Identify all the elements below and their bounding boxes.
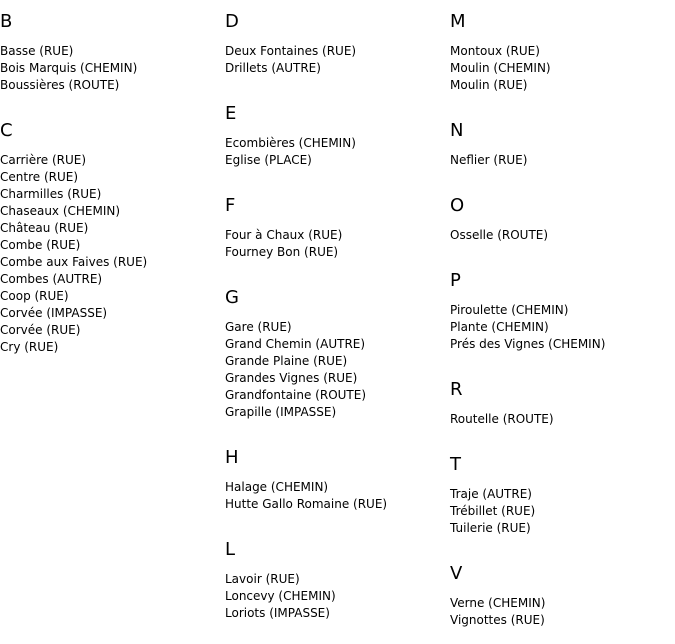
letter-heading: M	[450, 11, 466, 32]
street-list-item	[225, 244, 445, 261]
street-link[interactable]: Montoux (RUE)	[450, 44, 540, 58]
letter-heading: H	[225, 447, 239, 468]
street-list-item	[225, 135, 445, 152]
street-list-item	[450, 302, 670, 319]
street-list-item	[225, 152, 445, 169]
street-list-item	[450, 43, 670, 60]
street-list	[450, 36, 670, 109]
street-link[interactable]: Routelle (ROUTE)	[450, 412, 554, 426]
street-list-item	[0, 186, 220, 203]
street-list-item	[450, 411, 670, 428]
street-list-item	[225, 605, 445, 622]
street-list-item	[0, 43, 220, 60]
street-link[interactable]: Centre (RUE)	[0, 170, 79, 184]
letter-heading: T	[450, 454, 461, 475]
letter-heading: D	[225, 11, 239, 32]
letter-group	[225, 184, 445, 276]
street-link[interactable]: Halage (CHEMIN)	[225, 480, 329, 494]
letter-group	[225, 436, 445, 528]
street-list	[450, 404, 670, 443]
street-link[interactable]: Verne (CHEMIN)	[450, 596, 546, 610]
street-link[interactable]: Charmilles (RUE)	[0, 187, 102, 201]
street-link[interactable]: Tuilerie (RUE)	[450, 521, 531, 535]
street-list	[450, 220, 670, 259]
street-list-item	[450, 612, 670, 629]
street-list-item	[450, 520, 670, 537]
street-link[interactable]: Corvée (RUE)	[0, 323, 81, 337]
street-list-item	[225, 370, 445, 387]
street-list	[0, 145, 220, 371]
index-column-1	[0, 0, 220, 371]
street-list-item	[225, 404, 445, 421]
letter-group	[450, 259, 670, 368]
street-list	[0, 36, 220, 109]
letter-heading: R	[450, 379, 463, 400]
street-link[interactable]: Piroulette (CHEMIN)	[450, 303, 569, 317]
letter-heading: P	[450, 270, 461, 291]
street-link[interactable]: Basse (RUE)	[0, 44, 74, 58]
street-list-item	[0, 77, 220, 94]
street-list-item	[450, 595, 670, 612]
street-link[interactable]: Vignottes (RUE)	[450, 613, 545, 627]
street-link[interactable]: Four à Chaux (RUE)	[225, 228, 343, 242]
letter-group	[225, 0, 445, 92]
letter-heading: F	[225, 195, 236, 216]
street-list-item	[225, 571, 445, 588]
street-list-item	[225, 496, 445, 513]
street-link[interactable]: Lavoir (RUE)	[225, 572, 300, 586]
street-link[interactable]: Grandfontaine (ROUTE)	[225, 388, 367, 402]
street-list	[450, 145, 670, 184]
street-list-item	[450, 486, 670, 503]
letter-group	[225, 528, 445, 637]
street-link[interactable]: Fourney Bon (RUE)	[225, 245, 339, 259]
street-link[interactable]: Combe aux Faives (RUE)	[0, 255, 148, 269]
letter-group	[0, 0, 220, 109]
street-link[interactable]: Chaseaux (CHEMIN)	[0, 204, 121, 218]
street-list	[225, 36, 445, 92]
street-list-item	[225, 319, 445, 336]
street-link[interactable]: Coop (RUE)	[0, 289, 69, 303]
letter-group	[450, 0, 670, 109]
street-list-item	[0, 237, 220, 254]
letter-group	[450, 443, 670, 552]
street-list-item	[225, 588, 445, 605]
street-link[interactable]: Drillets (AUTRE)	[225, 61, 321, 75]
street-link[interactable]: Neflier (RUE)	[450, 153, 528, 167]
street-list-item	[450, 336, 670, 353]
street-link[interactable]: Bois Marquis (CHEMIN)	[0, 61, 138, 75]
letter-group	[450, 552, 670, 644]
letter-heading: B	[0, 11, 13, 32]
street-list-item	[0, 220, 220, 237]
letter-heading: N	[450, 120, 464, 141]
letter-group	[450, 109, 670, 184]
street-list	[450, 295, 670, 368]
street-link[interactable]: Trébillet (RUE)	[450, 504, 536, 518]
street-list-item	[0, 288, 220, 305]
street-list-item	[450, 319, 670, 336]
street-link[interactable]: Loriots (IMPASSE)	[225, 606, 330, 620]
street-list-item	[225, 43, 445, 60]
street-list-item	[450, 152, 670, 169]
index-column-2	[225, 0, 445, 637]
street-list-item	[225, 336, 445, 353]
street-list-item	[0, 271, 220, 288]
street-link[interactable]: Combe (RUE)	[0, 238, 81, 252]
street-link[interactable]: Carrière (RUE)	[0, 153, 87, 167]
street-link[interactable]: Moulin (RUE)	[450, 78, 528, 92]
letter-heading: O	[450, 195, 465, 216]
street-list	[225, 128, 445, 184]
street-link[interactable]: Deux Fontaines (RUE)	[225, 44, 357, 58]
street-list-item	[450, 503, 670, 520]
letter-group	[225, 92, 445, 184]
letter-group	[225, 276, 445, 436]
street-link[interactable]: Prés des Vignes (CHEMIN)	[450, 337, 606, 351]
letter-group	[0, 109, 220, 371]
street-link[interactable]: Eglise (PLACE)	[225, 153, 312, 167]
street-list-item	[0, 169, 220, 186]
street-link[interactable]: Grand Chemin (AUTRE)	[225, 337, 366, 351]
street-link[interactable]: Gare (RUE)	[225, 320, 292, 334]
street-link[interactable]: Grapille (IMPASSE)	[225, 405, 337, 419]
letter-heading: G	[225, 287, 239, 308]
street-list-item	[225, 353, 445, 370]
street-list-item	[225, 227, 445, 244]
street-link[interactable]: Hutte Gallo Romaine (RUE)	[225, 497, 388, 511]
street-list	[450, 588, 670, 644]
index-column-3	[450, 0, 670, 644]
letter-heading: C	[0, 120, 13, 141]
street-link[interactable]: Osselle (ROUTE)	[450, 228, 549, 242]
letter-heading: V	[450, 563, 463, 584]
street-list-item	[450, 227, 670, 244]
street-link[interactable]: Ecombières (CHEMIN)	[225, 136, 356, 150]
letter-group	[450, 368, 670, 443]
street-list-item	[450, 60, 670, 77]
street-link[interactable]: Loncevy (CHEMIN)	[225, 589, 336, 603]
street-list	[450, 479, 670, 552]
street-list	[225, 472, 445, 528]
street-list-item	[0, 305, 220, 322]
letter-heading: E	[225, 103, 237, 124]
street-link[interactable]: Combes (AUTRE)	[0, 272, 103, 286]
street-link[interactable]: Grandes Vignes (RUE)	[225, 371, 358, 385]
street-link[interactable]: Grande Plaine (RUE)	[225, 354, 348, 368]
street-list-item	[225, 387, 445, 404]
street-list-item	[225, 479, 445, 496]
street-list-item	[0, 203, 220, 220]
street-link[interactable]: Corvée (IMPASSE)	[0, 306, 108, 320]
letter-heading: L	[225, 539, 236, 560]
street-list	[225, 220, 445, 276]
street-link[interactable]: Traje (AUTRE)	[450, 487, 532, 501]
street-list-item	[0, 339, 220, 356]
street-list	[225, 564, 445, 637]
street-link[interactable]: Moulin (CHEMIN)	[450, 61, 551, 75]
street-link[interactable]: Château (RUE)	[0, 221, 89, 235]
letter-group	[450, 184, 670, 259]
street-link[interactable]: Cry (RUE)	[0, 340, 59, 354]
street-link[interactable]: Plante (CHEMIN)	[450, 320, 549, 334]
street-list-item	[225, 60, 445, 77]
street-list-item	[0, 254, 220, 271]
street-list-item	[450, 77, 670, 94]
street-list-item	[0, 60, 220, 77]
street-list	[225, 312, 445, 436]
street-list-item	[0, 152, 220, 169]
street-list-item	[0, 322, 220, 339]
street-link[interactable]: Boussières (ROUTE)	[0, 78, 120, 92]
